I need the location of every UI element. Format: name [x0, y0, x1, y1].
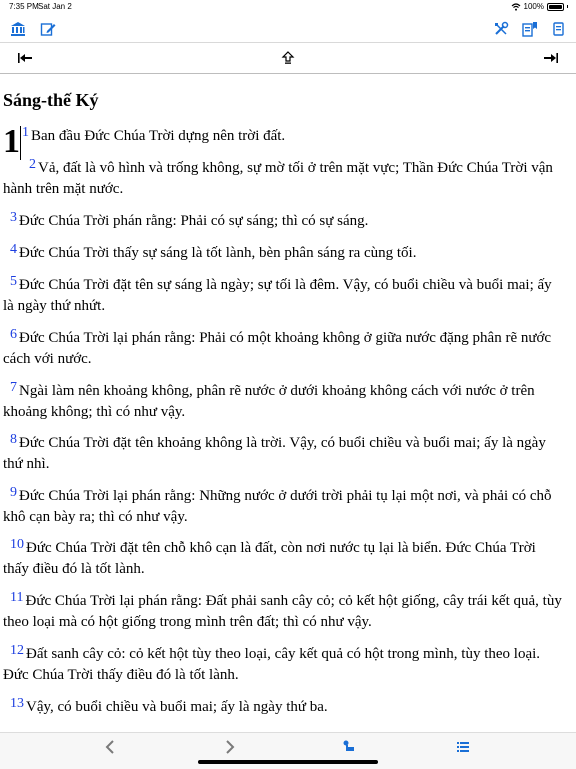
verse-number[interactable]: 3	[10, 210, 17, 225]
verse-number[interactable]: 4	[10, 242, 17, 257]
back-chevron-icon[interactable]	[103, 739, 117, 755]
forward-chevron-icon[interactable]	[223, 739, 237, 755]
edit-icon[interactable]	[40, 21, 56, 37]
chapter-navigation-bar	[0, 43, 576, 74]
chapter-number: 1	[3, 123, 20, 160]
battery-tip	[567, 5, 568, 8]
status-bar	[0, 0, 576, 14]
top-toolbar	[0, 14, 576, 43]
status-time: 7:35 PM	[9, 2, 39, 11]
verse-5	[3, 275, 563, 317]
verse-number[interactable]: 8	[10, 432, 17, 447]
verse-9	[3, 486, 563, 528]
verse-text: Vả, đất là vô hình và trống không, sự mờ tối ở trên mặt vực; Thần Đức Chúa Trời vận hành trên mặt nước.	[3, 160, 553, 197]
verse-2	[3, 158, 563, 200]
verse-number[interactable]: 12	[10, 643, 24, 658]
verse-6	[3, 328, 563, 370]
verse-text: Đức Chúa Trời lại phán rằng: Phải có một khoảng không ở giữa nước đặng phân rẽ nước cách với nước.	[3, 330, 552, 367]
verse-number[interactable]: 11	[10, 590, 24, 605]
verse-11	[3, 591, 563, 633]
verse-text: Vậy, có buổi chiều và buổi mai; ấy là ngày thứ ba.	[26, 699, 328, 715]
verse-number[interactable]: 1	[22, 125, 29, 140]
home-indicator[interactable]	[198, 760, 378, 764]
verse-text: Đức Chúa Trời lại phán rằng: Những nước ở dưới trời phải tụ lại một nơi, và phải có chỗ khô cạn bày ra; thì có như vậy.	[3, 488, 552, 525]
chapter-divider	[20, 126, 21, 160]
verse-13	[3, 697, 563, 718]
battery-icon	[547, 3, 564, 11]
verse-text: Đức Chúa Trời lại phán rằng: Đất phải sanh cây cỏ; cỏ kết hột giống, cây trái kết quả, tùy theo loại mà có hột giống trong mình trên đất; thì có như vậy.	[3, 593, 562, 630]
status-date: Sat Jan 2	[38, 2, 72, 11]
first-chapter-icon[interactable]	[17, 51, 33, 65]
verse-7	[3, 381, 563, 423]
verse-number[interactable]: 13	[10, 696, 24, 711]
up-icon[interactable]	[280, 51, 296, 65]
verse-8	[3, 433, 563, 475]
verse-3	[10, 211, 570, 232]
list-icon[interactable]	[456, 739, 470, 755]
verse-1	[22, 126, 562, 147]
tools-icon[interactable]	[493, 21, 509, 37]
verse-text: Đức Chúa Trời đặt tên chỗ khô cạn là đất, còn nơi nước tụ lại là biển. Đức Chúa Trời thấy điều đó là tốt lành.	[3, 540, 536, 577]
verse-number[interactable]: 7	[10, 380, 17, 395]
copy-icon[interactable]	[551, 21, 567, 37]
verse-4	[3, 243, 563, 264]
verse-number[interactable]: 6	[10, 327, 17, 342]
verse-number[interactable]: 9	[10, 485, 17, 500]
wifi-icon	[511, 3, 521, 11]
verse-12	[3, 644, 563, 686]
verse-text: Ban đầu Đức Chúa Trời dựng nên trời đất.	[31, 128, 286, 144]
verse-number[interactable]: 5	[10, 274, 17, 289]
book-title: Sáng-thế Ký	[3, 90, 99, 110]
tap-icon[interactable]	[342, 739, 356, 755]
verse-text: Đức Chúa Trời phán rằng: Phải có sự sáng; thì có sự sáng.	[19, 213, 369, 229]
verse-number[interactable]: 10	[10, 537, 24, 552]
verse-text: Đức Chúa Trời thấy sự sáng là tốt lành, bèn phân sáng ra cùng tối.	[19, 245, 417, 261]
scripture-content[interactable]	[0, 74, 576, 732]
status-right	[511, 2, 568, 11]
verse-10	[3, 538, 563, 580]
battery-percent: 100%	[523, 2, 544, 11]
verse-text: Đức Chúa Trời đặt tên sự sáng là ngày; sự tối là đêm. Vậy, có buổi chiều và buổi mai; ấy là ngày thứ nhứt.	[3, 277, 552, 314]
verse-number[interactable]: 2	[29, 157, 36, 172]
verse-text: Ngài làm nên khoảng không, phân rẽ nước ở dưới khoảng không cách với nước ở trên khoảng không; thì có như vậy.	[3, 383, 535, 420]
library-icon[interactable]	[10, 21, 26, 37]
verse-text: Đất sanh cây cỏ: cỏ kết hột tùy theo loại, cây kết quả có hột trong mình, tùy theo loại. Đức Chúa Trời thấy điều đó là tốt lành.	[3, 646, 541, 683]
last-chapter-icon[interactable]	[543, 51, 559, 65]
verse-text: Đức Chúa Trời đặt tên khoảng không là trời. Vậy, có buổi chiều và buổi mai; ấy là ngày thứ nhì.	[3, 435, 546, 472]
bookmarks-icon[interactable]	[522, 21, 538, 37]
